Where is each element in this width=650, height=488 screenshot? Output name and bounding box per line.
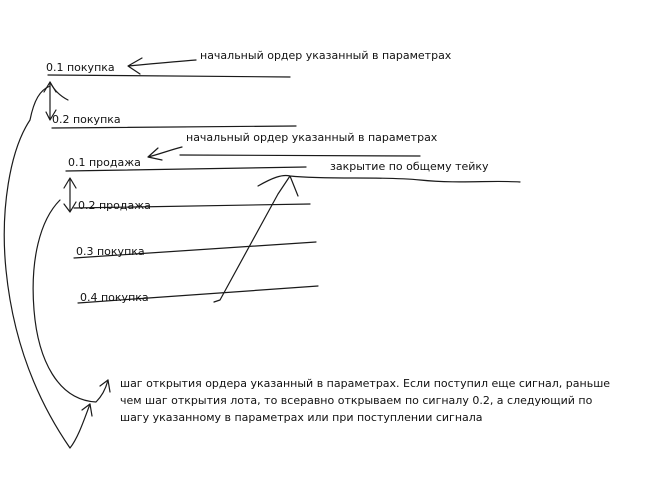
- order-label-buy-0-1: 0.1 покупка: [46, 61, 115, 74]
- note-step-line-2: чем шаг открытия лота, то всеравно открываем по сигналу 0.2, а следующий по: [120, 394, 593, 407]
- note-step-line-3: шагу указанному в параметрах или при поступлении сигнала: [120, 411, 483, 424]
- level-line-buy-0-1: [48, 75, 290, 77]
- annotation-initial-order-1: начальный ордер указанный в параметрах: [200, 49, 452, 62]
- underline-initial-order-2: [180, 155, 420, 156]
- annotation-close-common-tp: закрытие по общему тейку: [330, 160, 489, 173]
- annotation-initial-order-2: начальный ордер указанный в параметрах: [186, 131, 438, 144]
- big-curve-arrow-left: [4, 86, 90, 448]
- order-label-buy-0-3: 0.3 покупка: [76, 245, 145, 258]
- level-line-buy-0-2: [52, 126, 296, 128]
- take-profit-connector: [214, 176, 298, 302]
- arrow-initial-order-1: [128, 58, 196, 74]
- big-curve-arrow-left-head: [82, 404, 92, 416]
- order-label-buy-0-4: 0.4 покупка: [80, 291, 149, 304]
- order-label-sell-0-2: 0.2 продажа: [78, 199, 151, 212]
- order-label-sell-0-1: 0.1 продажа: [68, 156, 141, 169]
- step-arrow-2: [64, 178, 76, 212]
- take-profit-line: [258, 175, 520, 186]
- order-label-buy-0-2: 0.2 покупка: [52, 113, 121, 126]
- note-step-line-1: шаг открытия ордера указанный в параметрах. Если поступил еще сигнал, раньше: [120, 377, 611, 390]
- arrow-initial-order-2: [148, 147, 182, 160]
- step-arrow-1-curl: [50, 82, 68, 100]
